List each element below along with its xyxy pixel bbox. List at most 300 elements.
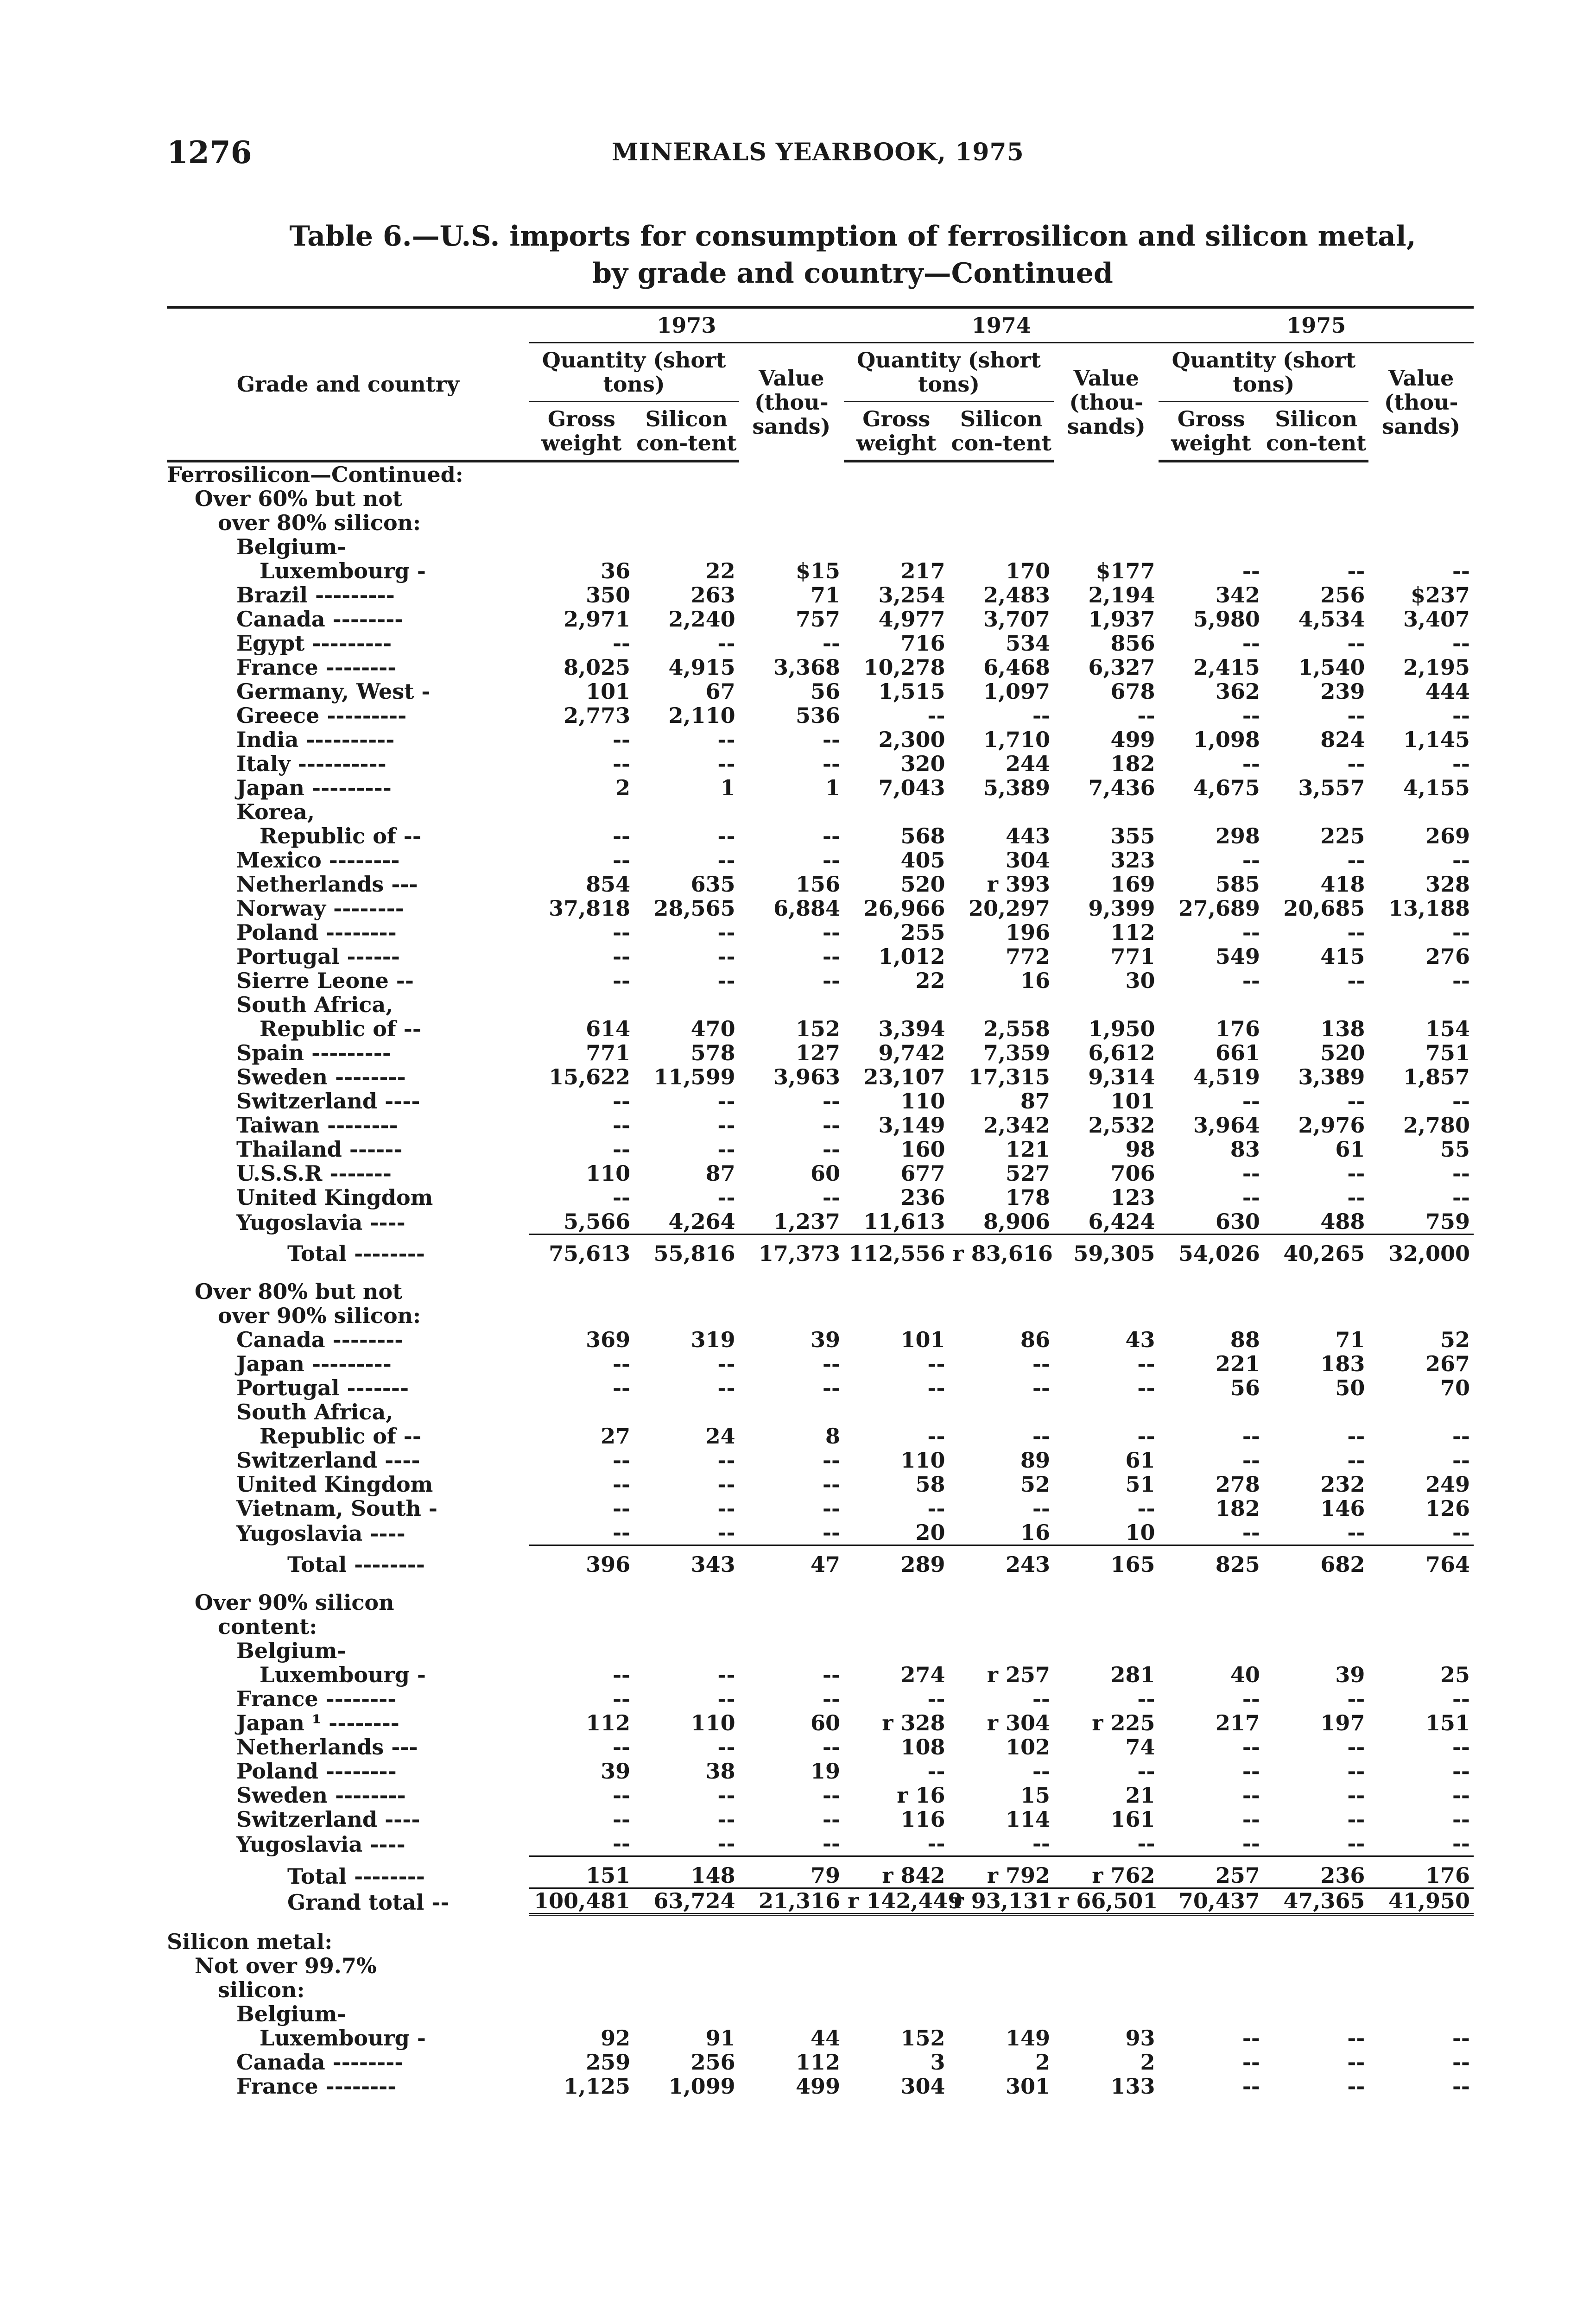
grand-total-row: [167, 1888, 1474, 1915]
table-cell: 100,481: [529, 1888, 634, 1915]
table-cell: 70,437: [1159, 1888, 1263, 1915]
table-row: [167, 1496, 1474, 1520]
table-cell: [1054, 487, 1159, 511]
table-cell: 350: [586, 582, 631, 608]
row-label: Yugoslavia ----: [236, 1831, 405, 1856]
table-cell: --: [1347, 1831, 1365, 1856]
table-cell: [1054, 1304, 1159, 1328]
table-cell: --: [1452, 1831, 1470, 1856]
table-cell: [1264, 993, 1368, 1017]
table-cell: --: [717, 631, 735, 656]
table-cell: 55,816: [634, 1234, 739, 1266]
spacer-cell: [167, 1576, 1474, 1590]
table-cell: [1264, 535, 1368, 559]
table-cell: --: [1452, 1424, 1470, 1449]
table-cell: --: [612, 1686, 631, 1711]
table-cell: --: [822, 751, 841, 776]
table-cell: 677: [900, 1161, 945, 1186]
table-cell: --: [1242, 1735, 1260, 1760]
table-title: [278, 218, 1427, 292]
table-row: [167, 1520, 1474, 1545]
table-row: [167, 1017, 1474, 1041]
table-cell: 39: [1335, 1662, 1365, 1687]
table-cell: [949, 1978, 1054, 2002]
table-cell: [634, 1639, 739, 1663]
table-cell: 50: [1335, 1375, 1365, 1400]
table-cell: 2,780: [1403, 1113, 1470, 1138]
table-cell: [1159, 461, 1263, 487]
table-cell: 116: [900, 1807, 945, 1832]
table-row: [167, 1663, 1474, 1687]
table-cell: 61: [1335, 1137, 1365, 1162]
table-cell: [1264, 1639, 1368, 1663]
table-cell: --: [1347, 1448, 1365, 1473]
table-cell: [634, 1279, 739, 1304]
table-cell: --: [822, 823, 841, 848]
table-cell: 1,710: [983, 727, 1050, 752]
table-cell: --: [612, 944, 631, 969]
table-row: [167, 2026, 1474, 2050]
table-cell: 257: [1159, 1856, 1263, 1888]
table-cell: --: [1242, 1807, 1260, 1832]
table-row: [167, 1137, 1474, 1161]
table-cell: [1054, 461, 1159, 487]
table-cell: 4,519: [1193, 1064, 1260, 1089]
table-cell: 825: [1159, 1545, 1263, 1577]
table-cell: 196: [1005, 920, 1050, 945]
table-cell: 217: [900, 558, 945, 583]
table-cell: 40: [1230, 1662, 1260, 1687]
table-body: [167, 461, 1474, 2098]
group-heading: content:: [218, 1614, 317, 1639]
table-cell: 60: [811, 1710, 841, 1735]
table-cell: 706: [1110, 1161, 1155, 1186]
table-cell: [634, 993, 739, 1017]
row-label: Italy ----------: [236, 752, 386, 776]
table-cell: --: [717, 751, 735, 776]
group-heading: Silicon metal:: [167, 1930, 333, 1954]
table-cell: r 66,501: [1054, 1888, 1159, 1915]
table-row: [167, 1376, 1474, 1400]
table-cell: [1264, 1930, 1368, 1954]
table-cell: --: [927, 1686, 945, 1711]
table-cell: 54,026: [1159, 1234, 1263, 1266]
table-cell: 25: [1440, 1662, 1470, 1687]
table-cell: 1: [825, 775, 841, 800]
group-heading: Belgium-: [236, 2002, 346, 2026]
table-cell: 716: [900, 631, 945, 656]
total-row: [167, 1856, 1474, 1888]
table-cell: [739, 1400, 844, 1424]
table-cell: [1368, 2002, 1474, 2026]
table-cell: [1054, 1400, 1159, 1424]
table-cell: 405: [900, 848, 945, 873]
table-cell: [739, 511, 844, 535]
table-cell: 28,565: [653, 896, 735, 921]
table-cell: --: [1347, 751, 1365, 776]
year-header-1974: 1974: [844, 307, 1159, 343]
table-cell: --: [1242, 1424, 1260, 1449]
table-row: [167, 2074, 1474, 2098]
table-cell: 51: [1125, 1472, 1155, 1497]
table-cell: --: [1452, 1185, 1470, 1210]
table-cell: 4,155: [1403, 775, 1470, 800]
table-cell: 93: [1125, 2026, 1155, 2051]
table-cell: --: [1137, 1759, 1155, 1784]
table-cell: --: [1452, 848, 1470, 873]
table-row: [167, 1448, 1474, 1472]
table-cell: --: [1137, 1375, 1155, 1400]
table-cell: [1368, 511, 1474, 535]
group-heading-row: [167, 2002, 1474, 2026]
table-cell: 236: [1264, 1856, 1368, 1888]
table-cell: 3,963: [773, 1064, 841, 1089]
table-cell: [529, 535, 634, 559]
table-cell: 488: [1320, 1209, 1365, 1234]
table-cell: 112: [796, 2050, 841, 2075]
table-cell: 614: [586, 1016, 631, 1041]
table-cell: 71: [1335, 1327, 1365, 1352]
table-cell: 176: [1368, 1856, 1474, 1888]
table-cell: [1159, 1400, 1263, 1424]
table-cell: [634, 800, 739, 824]
table-cell: 127: [796, 1040, 841, 1065]
table-cell: 764: [1368, 1545, 1474, 1577]
table-cell: [1054, 2002, 1159, 2026]
spacer-row: [167, 1576, 1474, 1590]
table-cell: 630: [1215, 1209, 1260, 1234]
table-cell: [1159, 2002, 1263, 2026]
table-cell: 6,327: [1088, 655, 1155, 680]
table-cell: 8: [825, 1424, 841, 1449]
table-cell: --: [822, 1496, 841, 1521]
table-cell: 1,125: [564, 2074, 631, 2099]
table-cell: 7,359: [983, 1040, 1050, 1065]
table-cell: --: [612, 920, 631, 945]
row-label: Republic of --: [260, 824, 421, 848]
table-cell: 27: [601, 1424, 631, 1449]
value-header-1974: Value (thou-sands): [1067, 366, 1146, 439]
table-cell: 772: [1005, 944, 1050, 969]
table-cell: 323: [1110, 848, 1155, 873]
table-cell: --: [1347, 1783, 1365, 1808]
table-cell: --: [1347, 631, 1365, 656]
table-cell: [529, 461, 634, 487]
table-cell: [949, 487, 1054, 511]
group-heading-row: [167, 511, 1474, 535]
table-row: [167, 776, 1474, 800]
table-cell: 170: [1005, 558, 1050, 583]
table-cell: 4,977: [878, 607, 945, 632]
table-header: [167, 307, 1474, 461]
table-cell: [949, 1400, 1054, 1424]
table-cell: 19: [811, 1759, 841, 1784]
table-cell: [1368, 1590, 1474, 1614]
table-cell: --: [1242, 2026, 1260, 2051]
group-heading: Ferrosilicon—Continued:: [167, 462, 463, 487]
table-cell: --: [1347, 1686, 1365, 1711]
row-label: Portugal -------: [236, 1376, 409, 1400]
table-cell: [1159, 1614, 1263, 1639]
table-cell: [634, 461, 739, 487]
table-cell: --: [1347, 2050, 1365, 2075]
table-cell: r 142,449: [844, 1888, 949, 1915]
table-row: [167, 655, 1474, 679]
table-cell: 304: [1005, 848, 1050, 873]
table-cell: [529, 1954, 634, 1978]
table-cell: 197: [1320, 1710, 1365, 1735]
table-cell: 126: [1425, 1496, 1470, 1521]
table-cell: --: [1452, 751, 1470, 776]
table-cell: 10,278: [863, 655, 945, 680]
table-cell: 1,012: [878, 944, 945, 969]
table-cell: r 304: [987, 1710, 1050, 1735]
table-cell: 7,436: [1088, 775, 1155, 800]
table-cell: --: [717, 1375, 735, 1400]
table-cell: 22: [705, 558, 735, 583]
table-cell: [529, 511, 634, 535]
table-cell: 41,950: [1368, 1888, 1474, 1915]
table-cell: --: [612, 727, 631, 752]
table-cell: --: [1242, 558, 1260, 583]
table-cell: --: [1347, 1735, 1365, 1760]
table-cell: --: [1242, 1520, 1260, 1545]
table-cell: 183: [1320, 1351, 1365, 1376]
table-title-line1: Table 6.—U.S. imports for consumption of ferrosilicon and silicon metal,: [289, 220, 1416, 253]
table-cell: 249: [1425, 1472, 1470, 1497]
table-cell: 6,468: [983, 655, 1050, 680]
table-cell: 470: [690, 1016, 735, 1041]
table-cell: 1,098: [1193, 727, 1260, 752]
table-cell: 108: [900, 1735, 945, 1760]
row-label: Brazil ---------: [236, 583, 395, 607]
table-cell: r 83,616: [949, 1234, 1054, 1266]
table-cell: --: [717, 727, 735, 752]
table-cell: 10: [1125, 1520, 1155, 1545]
table-row: [167, 1424, 1474, 1448]
table-row: [167, 1089, 1474, 1113]
table-row: [167, 1352, 1474, 1376]
group-heading-row: [167, 800, 1474, 824]
table-cell: [529, 993, 634, 1017]
table-cell: $177: [1096, 558, 1155, 583]
table-cell: r 225: [1092, 1710, 1155, 1735]
year-header-1975: 1975: [1159, 307, 1474, 343]
table-cell: 26,966: [863, 896, 945, 921]
table-cell: --: [822, 968, 841, 993]
table-cell: 520: [1320, 1040, 1365, 1065]
group-heading: Over 60% but not: [195, 487, 403, 511]
table-cell: 2,240: [668, 607, 735, 632]
table-cell: 2: [1035, 2050, 1050, 2075]
table-cell: [1054, 1978, 1159, 2002]
table-cell: --: [1242, 1448, 1260, 1473]
table-cell: --: [1452, 1161, 1470, 1186]
table-cell: --: [612, 1807, 631, 1832]
table-cell: 759: [1425, 1209, 1470, 1234]
table-cell: [1264, 1400, 1368, 1424]
table-cell: 281: [1110, 1662, 1155, 1687]
table-cell: 165: [1054, 1545, 1159, 1577]
group-heading-row: [167, 993, 1474, 1017]
row-label: Poland --------: [236, 1759, 397, 1783]
row-label: Taiwan --------: [236, 1113, 398, 1137]
table-cell: --: [1137, 1496, 1155, 1521]
table-cell: --: [1452, 1448, 1470, 1473]
group-heading-row: [167, 1590, 1474, 1614]
table-cell: --: [717, 1113, 735, 1138]
table-cell: --: [927, 1351, 945, 1376]
group-heading-row: [167, 487, 1474, 511]
table-cell: --: [927, 703, 945, 728]
row-label: Portugal ------: [236, 944, 400, 969]
table-cell: [949, 1279, 1054, 1304]
table-cell: 98: [1125, 1137, 1155, 1162]
table-cell: [1264, 2002, 1368, 2026]
table-cell: --: [1242, 2050, 1260, 2075]
table-cell: --: [1032, 1759, 1050, 1784]
table-cell: 4,534: [1298, 607, 1365, 632]
table-cell: 520: [900, 872, 945, 897]
row-label: Republic of --: [260, 1017, 421, 1041]
table-cell: --: [612, 1496, 631, 1521]
table-cell: --: [717, 1472, 735, 1497]
table-cell: 527: [1005, 1161, 1050, 1186]
table-cell: [634, 1614, 739, 1639]
table-cell: [949, 800, 1054, 824]
table-row: [167, 1831, 1474, 1856]
table-cell: 304: [900, 2074, 945, 2099]
table-cell: [844, 1954, 949, 1978]
table-cell: 7,043: [878, 775, 945, 800]
table-cell: [1159, 1639, 1263, 1663]
table-cell: --: [612, 1185, 631, 1210]
imports-table-container: [167, 306, 1474, 2098]
table-cell: --: [1452, 1735, 1470, 1760]
running-head: MINERALS YEARBOOK, 1975: [612, 138, 1024, 166]
table-cell: 1,515: [878, 679, 945, 704]
table-cell: [949, 1614, 1054, 1639]
table-cell: [739, 1614, 844, 1639]
table-cell: [844, 800, 949, 824]
table-cell: --: [1137, 1686, 1155, 1711]
gross-weight-header-1974: Gross weight: [844, 402, 949, 462]
table-cell: --: [717, 1496, 735, 1521]
table-cell: 151: [529, 1856, 634, 1888]
table-cell: 86: [1020, 1327, 1050, 1352]
table-cell: 110: [586, 1161, 631, 1186]
table-cell: --: [822, 920, 841, 945]
table-cell: [634, 1590, 739, 1614]
table-cell: 355: [1110, 823, 1155, 848]
group-heading: Over 90% silicon: [195, 1590, 394, 1614]
table-cell: [634, 487, 739, 511]
table-cell: --: [1452, 1686, 1470, 1711]
table-cell: 4,264: [668, 1209, 735, 1234]
group-heading-row: [167, 535, 1474, 559]
table-cell: 3,368: [773, 655, 841, 680]
table-cell: --: [717, 1351, 735, 1376]
page-number: 1276: [167, 134, 252, 171]
table-cell: [739, 1639, 844, 1663]
table-cell: --: [612, 823, 631, 848]
table-cell: 369: [586, 1327, 631, 1352]
row-label: Sierre Leone --: [236, 969, 414, 993]
table-cell: r 842: [844, 1856, 949, 1888]
gross-weight-header-1975: Gross weight: [1159, 402, 1263, 462]
group-heading-row: [167, 461, 1474, 487]
table-cell: 267: [1425, 1351, 1470, 1376]
imports-table: [167, 306, 1474, 2098]
table-cell: --: [717, 1137, 735, 1162]
table-cell: --: [822, 1686, 841, 1711]
table-cell: 39: [811, 1327, 841, 1352]
table-cell: --: [822, 1520, 841, 1545]
table-cell: [739, 1304, 844, 1328]
table-cell: [634, 511, 739, 535]
table-cell: 232: [1320, 1472, 1365, 1497]
table-cell: --: [612, 631, 631, 656]
row-label: Egypt ---------: [236, 631, 392, 655]
table-cell: [739, 487, 844, 511]
table-cell: --: [1347, 848, 1365, 873]
spacer-row: [167, 1266, 1474, 1279]
table-cell: [1368, 1954, 1474, 1978]
table-cell: 47,365: [1264, 1888, 1368, 1915]
table-cell: 3,149: [878, 1113, 945, 1138]
row-label: Vietnam, South -: [236, 1496, 437, 1520]
table-cell: 255: [900, 920, 945, 945]
table-cell: --: [822, 1351, 841, 1376]
group-heading: silicon:: [218, 1978, 305, 2002]
table-cell: [1159, 487, 1263, 511]
table-cell: --: [1347, 2074, 1365, 2099]
table-cell: --: [822, 1735, 841, 1760]
row-label: Yugoslavia ----: [236, 1520, 405, 1545]
table-cell: --: [1242, 703, 1260, 728]
table-cell: --: [1452, 1783, 1470, 1808]
table-cell: [634, 1978, 739, 2002]
table-cell: 52: [1020, 1472, 1050, 1497]
table-cell: 146: [1320, 1496, 1365, 1521]
table-row: [167, 1472, 1474, 1496]
table-cell: --: [1032, 703, 1050, 728]
group-heading-row: [167, 1400, 1474, 1424]
table-cell: [739, 800, 844, 824]
table-cell: --: [822, 1831, 841, 1856]
table-cell: 6,884: [773, 896, 841, 921]
table-cell: --: [612, 1137, 631, 1162]
table-cell: [634, 1304, 739, 1328]
table-cell: [1368, 800, 1474, 824]
group-heading-row: [167, 1304, 1474, 1328]
table-title-line2: by grade and country—Continued: [592, 257, 1113, 290]
table-cell: 152: [796, 1016, 841, 1041]
group-heading-row: [167, 1930, 1474, 1954]
table-cell: 239: [1320, 679, 1365, 704]
table-cell: --: [612, 1831, 631, 1856]
row-label: Republic of --: [260, 1424, 421, 1448]
table-cell: 74: [1125, 1735, 1155, 1760]
table-cell: 101: [1110, 1089, 1155, 1114]
table-cell: --: [1347, 1424, 1365, 1449]
table-cell: 682: [1264, 1545, 1368, 1577]
table-cell: 2,976: [1298, 1113, 1365, 1138]
group-heading-row: [167, 1978, 1474, 2002]
table-cell: --: [1347, 1161, 1365, 1186]
group-heading-row: [167, 1279, 1474, 1304]
table-cell: 20: [915, 1520, 945, 1545]
